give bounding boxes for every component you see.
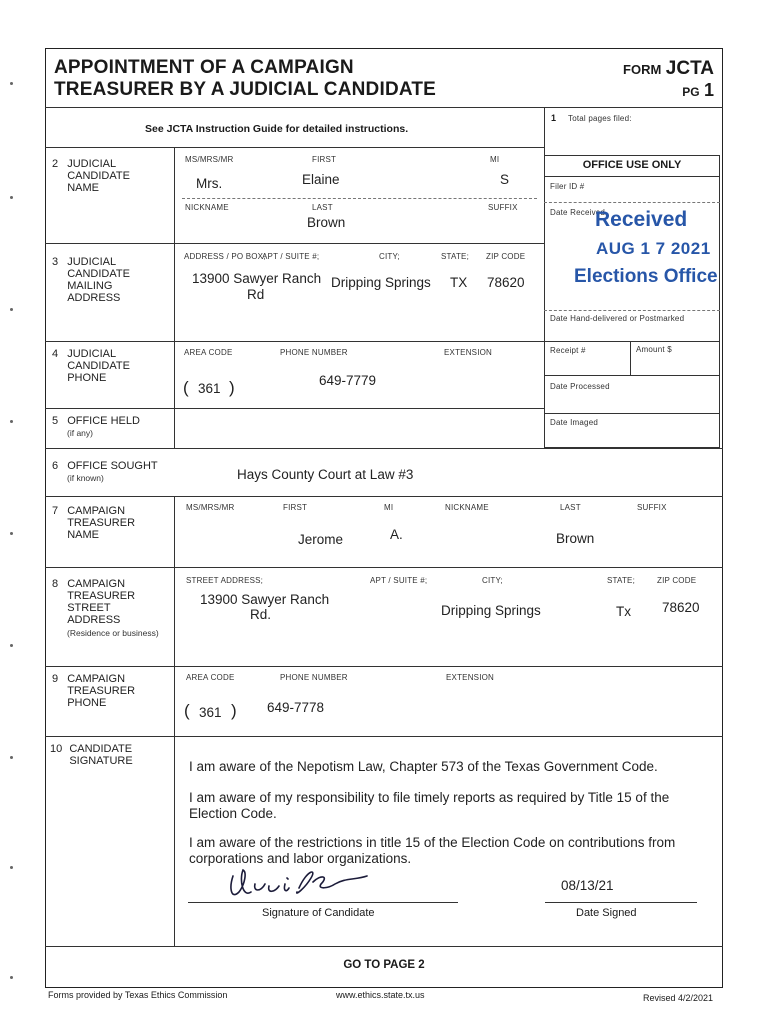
treasurer-mi: A.: [390, 527, 403, 542]
total-pages-label: Total pages filed:: [568, 114, 632, 123]
form-id: [623, 58, 714, 80]
header-zip: ZIP CODE: [486, 252, 526, 261]
date-imaged-label: Date Imaged: [550, 418, 599, 427]
treasurer-street-line1: 13900 Sawyer Ranch: [200, 592, 330, 607]
treasurer-area-code: 361: [199, 705, 222, 720]
treasurer-phone: 649-7778: [267, 700, 325, 715]
received-stamp-date: AUG 1 7 2021: [596, 239, 711, 258]
divider: [45, 448, 723, 449]
section-6-sub: (if known): [67, 473, 104, 483]
section-title: CAMPAIGN TREASURER PHONE: [67, 673, 136, 709]
candidate-area-code: 361: [198, 381, 221, 396]
candidate-city: Dripping Springs: [331, 275, 431, 290]
section-title: CAMPAIGN TREASURER STREET ADDRESS: [67, 578, 136, 626]
section-title: CANDIDATE SIGNATURE: [69, 743, 133, 767]
signature-line: [188, 902, 458, 903]
header-phone-number: PHONE NUMBER: [280, 673, 348, 682]
divider: [45, 736, 723, 737]
header-state: STATE;: [441, 252, 470, 261]
header-zip: ZIP CODE: [657, 576, 697, 585]
section-num: 3: [52, 256, 59, 268]
section-num: 4: [52, 348, 59, 360]
divider: [174, 147, 175, 448]
header-city: CITY;: [379, 252, 400, 261]
header-state: STATE;: [607, 576, 636, 585]
section-10-label: [50, 743, 165, 767]
treasurer-street-line2: Rd.: [250, 607, 272, 622]
open-paren: (: [183, 378, 189, 397]
candidate-address-line2: Rd: [247, 287, 265, 302]
section-num: 2: [52, 158, 59, 170]
candidate-mi: S: [500, 172, 510, 187]
candidate-msmrs: Mrs.: [196, 176, 223, 191]
section-4-label: [52, 348, 167, 384]
pg-number: 1: [703, 80, 714, 100]
section-5-sub: (if any): [67, 428, 93, 438]
treasurer-last: Brown: [556, 531, 595, 546]
nepotism-statement: I am aware of the Nepotism Law, Chapter 573 of the Texas Government Code.: [189, 759, 658, 774]
candidate-phone: 649-7779: [319, 373, 377, 388]
contributions-statement: I am aware of the restrictions in title 15 of the Election Code on contributions from corporations and labor organizations.: [189, 835, 676, 866]
section-num: 9: [52, 673, 59, 685]
divider: [45, 666, 723, 667]
header-last: LAST: [312, 203, 333, 212]
header-suffix: SUFFIX: [637, 503, 667, 512]
header-extension: EXTENSION: [446, 673, 495, 682]
header-phone-number: PHONE NUMBER: [280, 348, 348, 357]
page-id: [682, 80, 714, 101]
candidate-last: Brown: [307, 215, 346, 230]
header-mi: MI: [490, 155, 500, 164]
header-nickname: NICKNAME: [445, 503, 489, 512]
divider: [544, 176, 720, 177]
candidate-first: Elaine: [302, 172, 340, 187]
divider: [174, 496, 175, 946]
divider: [544, 310, 720, 311]
filer-id-label: Filer ID #: [550, 182, 585, 191]
section-num: 5: [52, 415, 59, 427]
treasurer-city: Dripping Springs: [441, 603, 541, 618]
section-num: 7: [52, 505, 59, 517]
received-stamp-office: Elections Office: [574, 266, 718, 287]
margin-dot: [10, 196, 13, 199]
receipt-label: Receipt #: [550, 346, 586, 355]
office-sought-value: Hays County Court at Law #3: [237, 467, 414, 482]
goto-page-2[interactable]: GO TO PAGE 2: [343, 959, 425, 971]
candidate-signature: [225, 862, 375, 904]
margin-dot: [10, 644, 13, 647]
treasurer-first: Jerome: [298, 532, 344, 547]
form-code: JCTA: [665, 58, 714, 79]
section-9-label: [52, 673, 167, 709]
hand-delivered-label: Date Hand-delivered or Postmarked: [550, 314, 685, 323]
margin-dot: [10, 976, 13, 979]
section-5-label: [52, 415, 140, 427]
candidate-state: TX: [450, 275, 468, 290]
received-stamp-line1: Received: [595, 208, 688, 231]
margin-dot: [10, 756, 13, 759]
open-paren: (: [184, 701, 190, 720]
divider: [544, 375, 720, 376]
margin-dot: [10, 308, 13, 311]
section-7-label: [52, 505, 167, 541]
section-title: JUDICIAL CANDIDATE MAILING ADDRESS: [67, 256, 130, 304]
section-num: 8: [52, 578, 59, 590]
date-signed-value: 08/13/21: [561, 878, 614, 893]
candidate-address-line1: 13900 Sawyer Ranch: [192, 271, 322, 286]
office-use-title: OFFICE USE ONLY: [582, 159, 682, 171]
section-title: CAMPAIGN TREASURER NAME: [67, 505, 136, 541]
section-num: 6: [52, 460, 59, 472]
close-paren: ): [229, 378, 235, 397]
section-num: 10: [50, 743, 63, 755]
date-received-label: Date Received: [550, 208, 606, 217]
pg-word: PG: [682, 85, 700, 99]
instructions-text: See JCTA Instruction Guide for detailed instructions.: [145, 123, 409, 135]
header-area-code: AREA CODE: [186, 673, 235, 682]
header-msmrs: MS/MRS/MR: [185, 155, 234, 164]
header-nickname: NICKNAME: [185, 203, 229, 212]
date-line: [545, 902, 697, 903]
footer-provided-by: Forms provided by Texas Ethics Commission: [48, 990, 228, 1000]
section-2-label: [52, 158, 167, 194]
divider: [630, 341, 631, 375]
header-apt: APT / SUITE #;: [370, 576, 428, 585]
candidate-zip: 78620: [487, 275, 525, 290]
date-processed-label: Date Processed: [550, 382, 610, 391]
section-8-label: [52, 578, 172, 626]
divider: [45, 147, 544, 148]
section-6-label: [52, 460, 158, 472]
header-extension: EXTENSION: [444, 348, 493, 357]
divider: [45, 567, 723, 568]
office-use-box: [544, 155, 720, 448]
divider: [45, 408, 544, 409]
form-title-line1: APPOINTMENT OF A CAMPAIGN: [54, 57, 354, 78]
divider: [45, 496, 723, 497]
signature-caption: Signature of Candidate: [262, 907, 375, 919]
amount-label: Amount $: [636, 345, 672, 354]
divider: [45, 243, 544, 244]
header-area-code: AREA CODE: [184, 348, 233, 357]
divider: [544, 202, 720, 203]
margin-dot: [10, 420, 13, 423]
header-last: LAST: [560, 503, 581, 512]
date-signed-caption: Date Signed: [576, 907, 637, 919]
divider: [544, 341, 720, 342]
reporting-statement: I am aware of my responsibility to file timely reports as required by Title 15 of the Election Code.: [189, 790, 670, 821]
divider: [182, 198, 537, 199]
section-8-sub: (Residence or business): [67, 628, 159, 638]
section-3-label: [52, 256, 167, 304]
section-title: OFFICE HELD: [67, 415, 140, 427]
margin-dot: [10, 532, 13, 535]
header-street: STREET ADDRESS;: [186, 576, 264, 585]
divider: [544, 413, 720, 414]
footer-revised: Revised 4/2/2021: [643, 993, 714, 1003]
total-pages-num: 1: [551, 113, 557, 123]
header-apt: APT / SUITE #;: [262, 252, 320, 261]
divider: [45, 107, 723, 108]
margin-dot: [10, 866, 13, 869]
divider: [45, 946, 723, 947]
header-mi: MI: [384, 503, 394, 512]
divider: [45, 341, 544, 342]
header-first: FIRST: [312, 155, 337, 164]
section-title: JUDICIAL CANDIDATE NAME: [67, 158, 130, 194]
header-suffix: SUFFIX: [488, 203, 518, 212]
treasurer-zip: 78620: [662, 600, 700, 615]
form-title-line2: TREASURER BY A JUDICIAL CANDIDATE: [54, 79, 437, 100]
header-city: CITY;: [482, 576, 503, 585]
form-word: FORM: [623, 62, 662, 77]
footer-url[interactable]: www.ethics.state.tx.us: [336, 990, 425, 1000]
close-paren: ): [231, 701, 237, 720]
margin-dot: [10, 82, 13, 85]
section-title: OFFICE SOUGHT: [67, 460, 158, 472]
header-msmrs: MS/MRS/MR: [186, 503, 235, 512]
header-first: FIRST: [283, 503, 308, 512]
section-title: JUDICIAL CANDIDATE PHONE: [67, 348, 130, 384]
treasurer-state: Tx: [616, 604, 631, 619]
header-address: ADDRESS / PO BOX;: [184, 252, 266, 261]
